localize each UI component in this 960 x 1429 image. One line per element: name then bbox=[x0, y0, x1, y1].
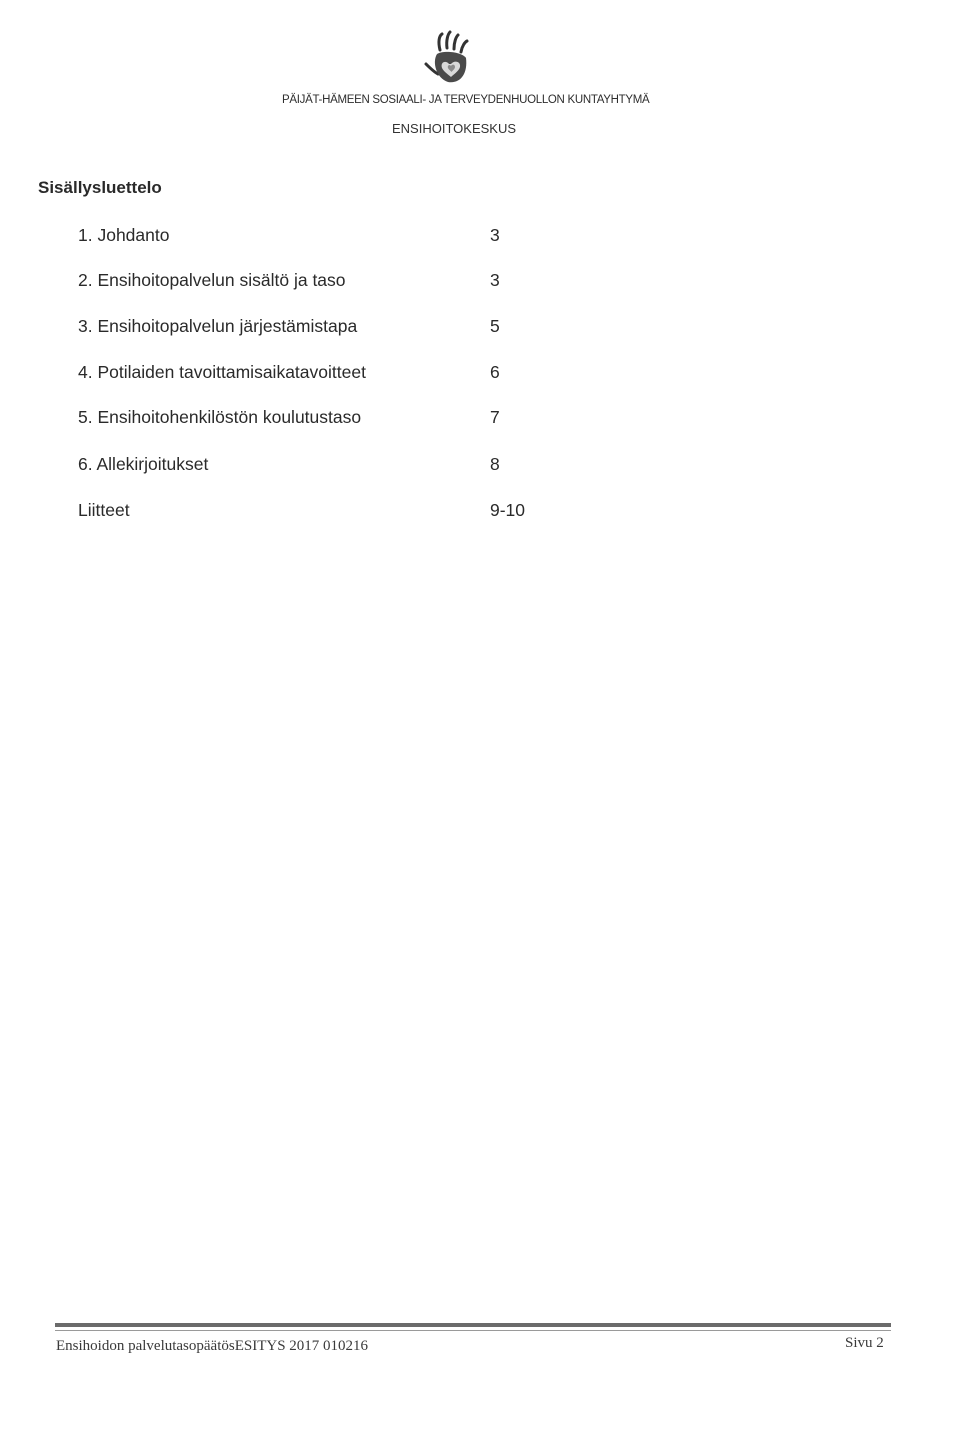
toc-entry bbox=[0, 270, 960, 294]
toc-entry bbox=[0, 316, 960, 340]
toc-entry bbox=[0, 407, 960, 431]
organization-name: PÄIJÄT-HÄMEEN SOSIAALI- JA TERVEYDENHUOLLON KUNTAYHTYMÄ bbox=[282, 94, 650, 106]
toc-entry-page: 9-10 bbox=[490, 500, 526, 520]
toc-entry-page: 3 bbox=[490, 225, 500, 245]
toc-title: Sisällysluettelo bbox=[38, 178, 162, 197]
toc-entry-page: 5 bbox=[490, 316, 500, 336]
toc-entry-page: 6 bbox=[490, 362, 500, 382]
toc-entry bbox=[0, 454, 960, 478]
toc-entry-page: 7 bbox=[490, 407, 500, 427]
hand-heart-logo-icon bbox=[418, 28, 486, 92]
toc-entry bbox=[0, 362, 960, 386]
toc-entry bbox=[0, 500, 960, 524]
toc-entry-label: 2. Ensihoitopalvelun sisältö ja taso bbox=[78, 270, 346, 290]
toc-entry-page: 8 bbox=[490, 454, 500, 474]
footer-divider bbox=[55, 1323, 891, 1327]
footer-document-name: Ensihoidon palvelutasopäätösESITYS 2017 010216 bbox=[56, 1338, 369, 1354]
toc-entry-page: 3 bbox=[490, 270, 500, 290]
toc-entry-label: Liitteet bbox=[78, 500, 130, 520]
toc-entry-label: 6. Allekirjoitukset bbox=[78, 454, 209, 474]
footer-divider-thin bbox=[55, 1330, 891, 1331]
unit-name: ENSIHOITOKESKUS bbox=[392, 121, 517, 136]
footer-page-number: Sivu 2 bbox=[845, 1335, 884, 1351]
toc-entry-label: 3. Ensihoitopalvelun järjestämistapa bbox=[78, 316, 358, 336]
toc-entry-label: 1. Johdanto bbox=[78, 225, 170, 245]
toc-entry-label: 5. Ensihoitohenkilöstön koulutustaso bbox=[78, 407, 362, 427]
toc-entry-label: 4. Potilaiden tavoittamisaikatavoitteet bbox=[78, 362, 366, 382]
toc-entry bbox=[0, 225, 960, 249]
